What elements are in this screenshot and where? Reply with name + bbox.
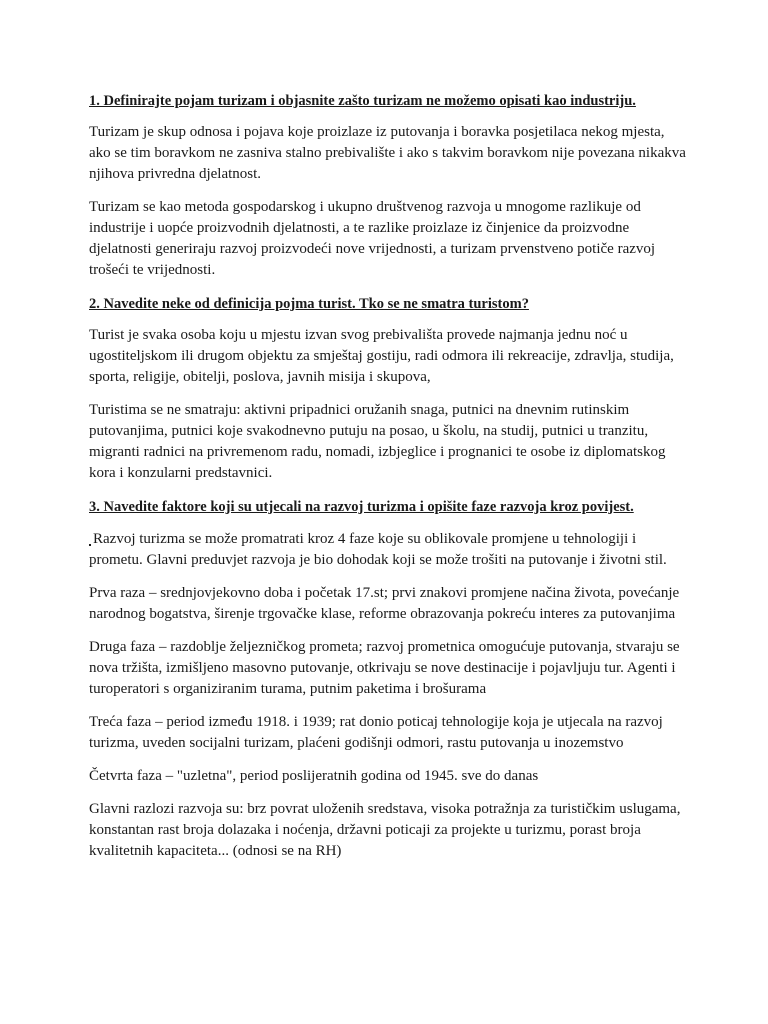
section-3-paragraph-4: Treća faza – period između 1918. i 1939; rat donio poticaj tehnologije koja je utjecala na razvoj turizma, uveden socijalni turizam, plaćeni godišnji odmori, rastu putovanja u inozemstvo <box>89 714 663 751</box>
section-3-paragraph-2: Prva raza – srednjovjekovno doba i početak 17.st; prvi znakovi promjene načina života, povećanje narodnog bogatstva, širenje trgovačke klase, reforme obrazovanja pokreću interes za putovanjima <box>89 585 680 622</box>
section-3-heading: 3. Navedite faktore koji su utjecali na razvoj turizma i opišite faze razvoja kroz povijest. <box>89 499 634 515</box>
text-cursor-mark <box>89 528 91 546</box>
section-2-paragraph-2: Turistima se ne smatraju: aktivni pripadnici oružanih snaga, putnici na dnevnim rutinskim putovanjima, putnici koje svakodnevno putuju na posao, u školu, na studij, putnici u tranzitu, migranti radnici na privremenom radu, nomadi, izbjeglice i prognanici te osobe iz diplomatskog kora i konzularni predstavnici. <box>89 402 666 481</box>
section-1-paragraph-2: Turizam se kao metoda gospodarskog i ukupno društvenog razvoja u mnogome razlikuje od industrije i uopće proizvodnih djelatnosti, a te razlike proizlaze iz činjenice da proizvodne djelatnosti generiraju razvoj proizvodeći nove vrijednosti, a turizam prvenstveno potiče razvoj trošeći te vrijednosti. <box>89 199 656 278</box>
section-1-heading: 1. Definirajte pojam turizam i objasnite zašto turizam ne možemo opisati kao industriju. <box>89 93 636 109</box>
document-page <box>89 90 689 874</box>
section-3-paragraph-1-text: Razvoj turizma se može promatrati kroz 4 faze koje su oblikovale promjene u tehnologiji i prometu. Glavni preduvjet razvoja je bio dohodak koji se može trošiti na putovanje i životni stil. <box>89 531 667 568</box>
section-3-paragraph-5: Četvrta faza – "uzletna", period poslijeratnih godina od 1945. sve do danas <box>89 768 539 784</box>
section-3-paragraph-6: Glavni razlozi razvoja su: brz povrat uloženih sredstava, visoka potražnja za turističkim uslugama, konstantan rast broja dolazaka i noćenja, državni poticaji za projekte u turizmu, porast broja kvalitetnih kapaciteta... (odnosi se na RH) <box>89 801 681 859</box>
section-3-paragraph-3: Druga faza – razdoblje željezničkog prometa; razvoj prometnica omogućuje putovanja, stvaraju se nova tržišta, izmišljeno masovno putovanje, otkrivaju se nove destinacije i pojavljuju tur. Agenti i turoperatori s organiziranim turama, putnim paketima i brošurama <box>89 639 680 697</box>
section-1-paragraph-1: Turizam je skup odnosa i pojava koje proizlaze iz putovanja i boravka posjetilaca nekog mjesta, ako se tim boravkom ne zasniva stalno prebivalište i ako s takvim boravkom nije povezana nikakva njihova privredna djelatnost. <box>89 124 686 182</box>
section-2-heading: 2. Navedite neke od definicija pojma turist. Tko se ne smatra turistom? <box>89 296 529 312</box>
section-2-paragraph-1: Turist je svaka osoba koju u mjestu izvan svog prebivališta provede najmanja jednu noć u ugostiteljskom ili drugom objektu za smještaj gostiju, radi odmora ili rekreacije, zdravlja, studija, sporta, religije, obitelji, poslova, javnih misija i skupova, <box>89 327 674 385</box>
section-3-paragraph-1 <box>89 528 689 571</box>
